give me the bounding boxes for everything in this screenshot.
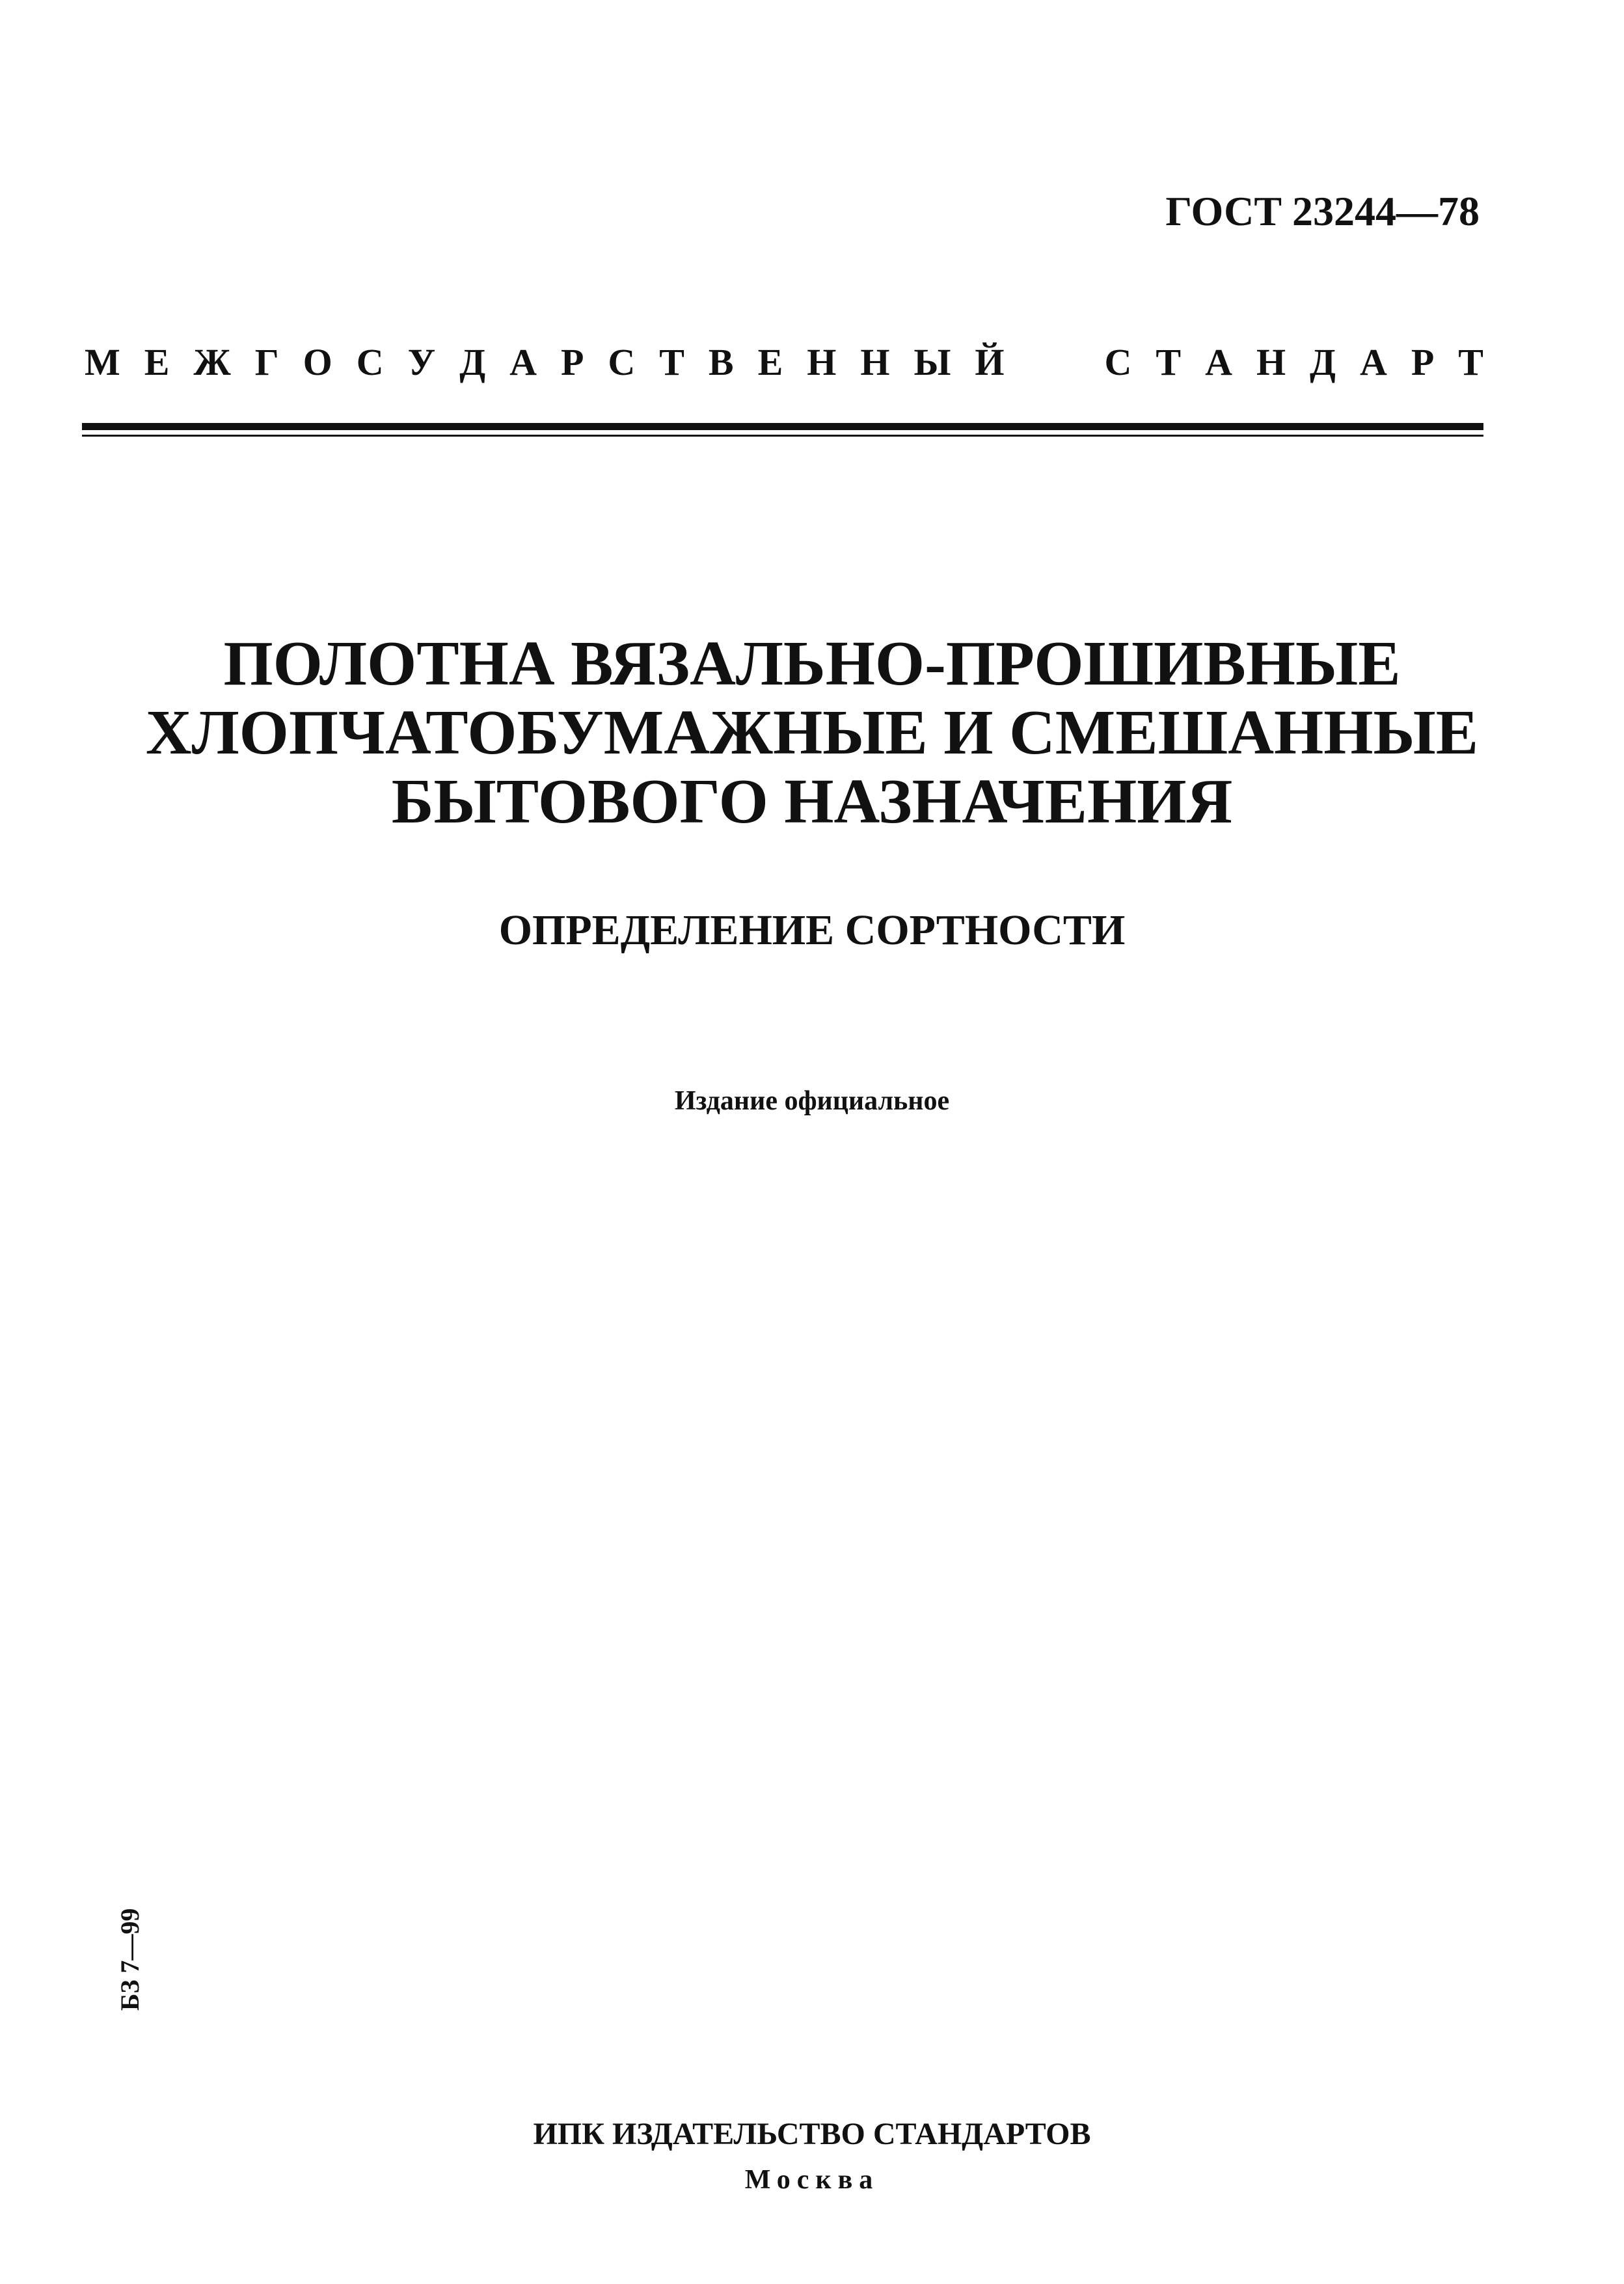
standard-type-letter: Ж bbox=[193, 341, 231, 383]
gost-number: ГОСТ 23244—78 bbox=[1165, 188, 1480, 234]
standard-type-letter: Т bbox=[1156, 341, 1182, 383]
header-rule-thin bbox=[82, 435, 1483, 437]
standard-type-letter: Г bbox=[254, 341, 279, 383]
standard-type-letter: Й bbox=[975, 341, 1005, 383]
standard-type-letter: В bbox=[708, 341, 734, 383]
standard-type-letter: С bbox=[356, 341, 384, 383]
standard-type-letter: Е bbox=[144, 341, 170, 383]
word-gap bbox=[1029, 344, 1081, 381]
side-code: БЗ 7—99 bbox=[115, 1908, 144, 2011]
header-rule-thick bbox=[82, 423, 1483, 430]
standard-type-letter: Т bbox=[659, 341, 684, 383]
document-subtitle: ОПРЕДЕЛЕНИЕ СОРТНОСТИ bbox=[498, 906, 1126, 954]
standard-type-letter: Н bbox=[860, 341, 890, 383]
title-line-2: ХЛОПЧАТОБУМАЖНЫЕ И СМЕШАННЫЕ bbox=[145, 697, 1479, 768]
publisher-name: ИПК ИЗДАТЕЛЬСТВО СТАНДАРТОВ bbox=[533, 2117, 1091, 2151]
standard-type-letter: Д bbox=[1310, 341, 1336, 383]
standard-type-letter: Н bbox=[807, 341, 837, 383]
edition-note: Издание официальное bbox=[674, 1086, 950, 1116]
standard-type-letter: Д bbox=[459, 341, 486, 383]
standard-type-letter: А bbox=[1359, 341, 1387, 383]
standard-type-letter: Н bbox=[1256, 341, 1286, 383]
standard-type-letter: М bbox=[85, 341, 120, 383]
standard-type-letter: У bbox=[407, 341, 436, 383]
title-line-3: БЫТОВОГО НАЗНАЧЕНИЯ bbox=[391, 766, 1233, 837]
standard-type-letter: Ы bbox=[914, 341, 951, 383]
standard-type-letter: С bbox=[1104, 341, 1132, 383]
standard-type-letter: О bbox=[303, 341, 332, 383]
standard-type-heading bbox=[85, 341, 1483, 383]
standard-type-letter: А bbox=[1205, 341, 1232, 383]
publisher-city: Москва bbox=[744, 2165, 880, 2195]
standard-type-letter: Т bbox=[1458, 341, 1483, 383]
standard-type-letter: Р bbox=[1411, 341, 1435, 383]
standard-type-letter: Е bbox=[757, 341, 783, 383]
document-title bbox=[0, 630, 1624, 836]
standard-type-letter: А bbox=[509, 341, 537, 383]
title-line-1: ПОЛОТНА ВЯЗАЛЬНО-ПРОШИВНЫЕ bbox=[223, 629, 1401, 699]
standard-type-letter: Р bbox=[560, 341, 584, 383]
standard-type-letter: С bbox=[608, 341, 636, 383]
